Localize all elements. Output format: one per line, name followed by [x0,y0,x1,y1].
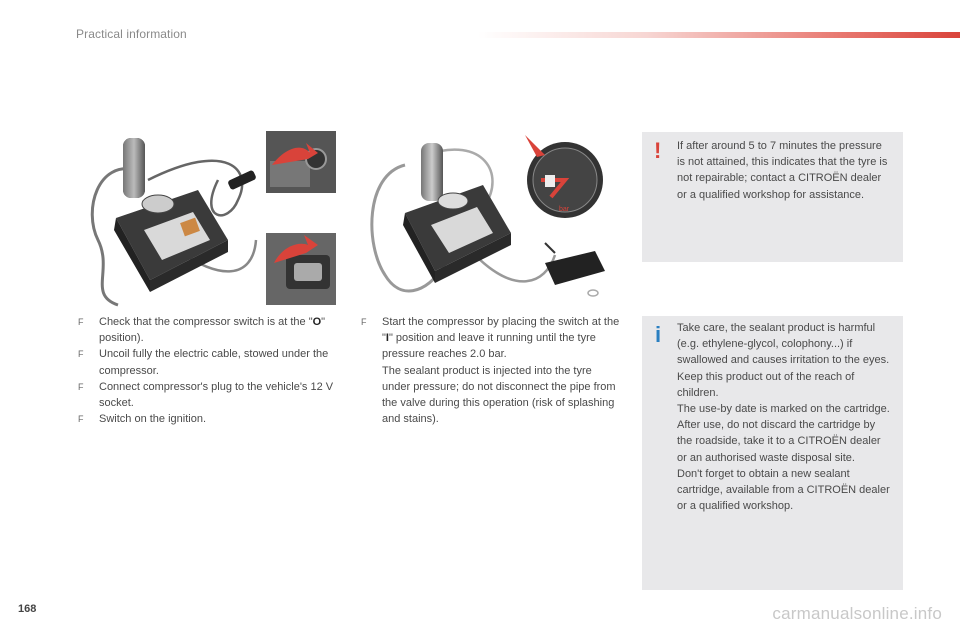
info-text [677,320,891,514]
compressor-illustration [78,130,263,310]
page-header-title: Practical information [76,27,187,41]
instruction-item: F Start the compressor by placing the switch at the "I" position and leave it running until the tyre pressure reaches 2.0 bar. [361,316,620,361]
page-number: 168 [18,603,37,615]
header-accent-bar [478,32,960,38]
watermark: carmanualsonline.info [772,604,942,623]
left-column-instructions [76,314,342,427]
instruction-item: F Check that the compressor switch is at the "O" position). [78,316,326,345]
middle-column-instructions [359,314,621,427]
gauge-unit-label: bar [559,206,570,213]
instruction-item: F Uncoil fully the electric cable, stowed under the compressor. [78,348,329,377]
sealant-paragraph: The sealant product is injected into the tyre under pressure; do not disconnect the pipe from the valve during this operation (risk of splashing and stains). [382,364,616,426]
info-line: Keep this product out of the reach of children. [677,370,855,399]
warning-box [642,132,903,262]
info-box [642,316,903,590]
bullet-icon: F [78,414,84,425]
info-line: The use-by date is marked on the cartridge. [677,403,890,416]
instruction-item: F Switch on the ignition. [76,411,342,427]
info-line: Don't forget to obtain a new sealant cartridge, available from a CITROËN dealer or a qualified workshop. [677,467,890,513]
info-line: Take care, the sealant product is harmful (e.g. ethylene-glycol, colophony...) if swallowed and causes irritation to the eyes. [677,322,890,367]
warning-icon: ! [654,138,662,163]
instruction-item: F Connect compressor's plug to the vehicle's 12 V socket. [78,380,334,410]
info-line: After use, do not discard the cartridge by the roadside, take it to a CITROËN dealer or an authorised waste disposal site. [677,419,881,464]
bullet-icon: F [78,349,84,360]
bullet-icon: F [78,317,84,327]
warning-text: If after around 5 to 7 minutes the pressure is not attained, this indicates that the tyre is not repairable; contact a CITROËN dealer or a qualified workshop for assistance. [677,140,888,201]
socket-inset-bottom [266,233,336,305]
info-icon: i [655,322,662,347]
compressor-gauge-illustration [365,135,615,305]
socket-inset-top [266,131,336,193]
bullet-icon: F [361,317,367,327]
bullet-icon: F [78,381,84,392]
